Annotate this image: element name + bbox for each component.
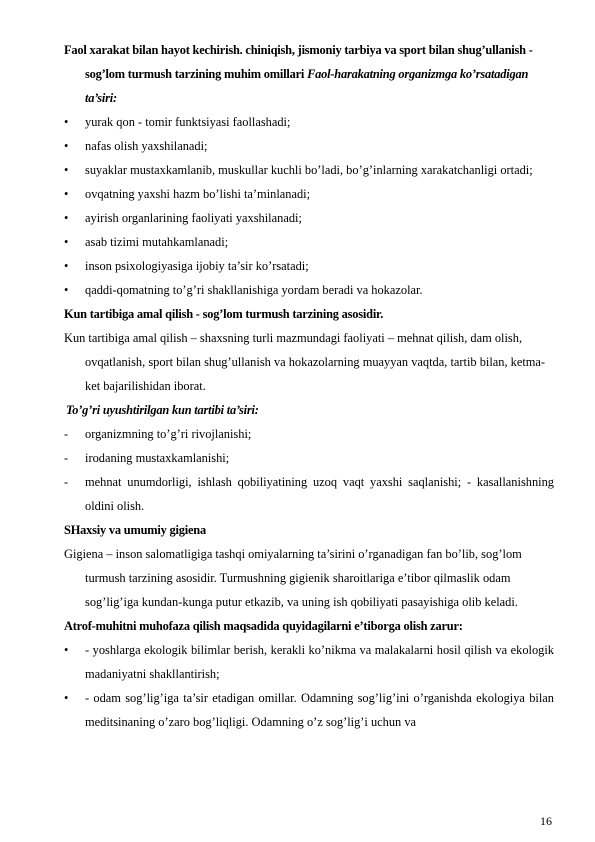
dash-icon: - — [64, 451, 69, 465]
section-heading-active-lifestyle — [64, 38, 554, 110]
bullet-icon: • — [64, 115, 69, 129]
heading-italic-text: Faol-harakatning organizmga ko’rsatadigan ta’siri: — [85, 67, 529, 105]
dash-icon: - — [64, 475, 69, 489]
list-item — [64, 182, 554, 206]
list-item-text: qaddi-qomatning to’g’ri shakllanishiga yordam beradi va hokazolar. — [85, 283, 423, 297]
list-item — [64, 134, 554, 158]
list-item — [64, 686, 554, 734]
list-item-text: - odam sog’lig’iga ta’sir etadigan omillar. Odamning sog’lig’ini o’rganishda ekologiya bilan meditsinaning o’zaro bog’liqligi. Odamning o’z sog’lig’i uchun va — [85, 691, 554, 729]
list-item-text: irodaning mustaxkamlanishi; — [85, 451, 230, 465]
document-body — [64, 38, 554, 734]
list-item-text: asab tizimi mutahkamlanadi; — [85, 235, 229, 249]
list-item-text: mehnat unumdorligi, ishlash qobiliyatining uzoq vaqt yaxshi saqlanishi; - kasallanishning oldini olish. — [85, 475, 554, 513]
section-heading-daily-routine: Kun tartibiga amal qilish - sog’lom turmush tarzining asosidir. — [64, 307, 384, 321]
bullet-icon: • — [64, 691, 69, 705]
list-item — [64, 230, 554, 254]
list-item — [64, 158, 554, 182]
list-item — [64, 470, 554, 518]
hygiene-paragraph: Gigiena – inson salomatligiga tashqi omiyalarning ta’sirini o’rganadigan fan bo’lib, sog’lom turmush tarzining asosidir. Turmushning gigienik sharoitlariga e’tibor qilmaslik odam sog’lig’iga kundan-kunga putur etkazib, va uning ish qobiliyati pasayishiga olib keladi. — [64, 547, 522, 609]
environment-list — [64, 638, 554, 734]
bullet-icon: • — [64, 235, 69, 249]
dash-icon: - — [64, 427, 69, 441]
list-item — [64, 638, 554, 686]
routine-effects-list — [64, 422, 554, 518]
bullet-icon: • — [64, 163, 69, 177]
list-item — [64, 422, 554, 446]
list-item-text: inson psixologiyasiga ijobiy ta’sir ko’rsatadi; — [85, 259, 309, 273]
page-number: 16 — [540, 814, 552, 828]
effects-list — [64, 110, 554, 302]
daily-routine-subheading: To’g’ri uyushtirilgan kun tartibi ta’siri: — [66, 403, 259, 417]
bullet-icon: • — [64, 643, 69, 657]
daily-routine-paragraph: Kun tartibiga amal qilish – shaxsning turli mazmundagi faoliyati – mehnat qilish, dam olish, ovqatlanish, sport bilan shug’ullanish va hokazolarning muayyan vaqtda, tartib bilan, ketma-ket bajarilishidan iborat. — [64, 331, 546, 393]
list-item-text: ovqatning yaxshi hazm bo’lishi ta’minlanadi; — [85, 187, 311, 201]
bullet-icon: • — [64, 211, 69, 225]
bullet-icon: • — [64, 259, 69, 273]
bullet-icon: • — [64, 283, 69, 297]
section-heading-environment: Atrof-muhitni muhofaza qilish maqsadida quyidagilarni e’tiborga olish zarur: — [64, 619, 463, 633]
list-item — [64, 254, 554, 278]
list-item-text: organizmning to’g’ri rivojlanishi; — [85, 427, 252, 441]
list-item — [64, 206, 554, 230]
list-item — [64, 110, 554, 134]
heading-text: Faol xarakat bilan hayot kechirish. chiniqish, jismoniy tarbiya va sport bilan shug’ullanish - sog’lom turmush tarzining muhim omillari — [64, 43, 533, 81]
list-item-text: suyaklar mustaxkamlanib, muskullar kuchli bo’ladi, bo’g’inlarning xarakatchanligi ortadi; — [85, 163, 533, 177]
list-item-text: yurak qon - tomir funktsiyasi faollashadi; — [85, 115, 291, 129]
list-item-text: ayirish organlarining faoliyati yaxshilanadi; — [85, 211, 302, 225]
list-item — [64, 278, 554, 302]
section-heading-hygiene: SHaxsiy va umumiy gigiena — [64, 523, 206, 537]
list-item — [64, 446, 554, 470]
list-item-text: nafas olish yaxshilanadi; — [85, 139, 208, 153]
bullet-icon: • — [64, 139, 69, 153]
list-item-text: - yoshlarga ekologik bilimlar berish, kerakli ko’nikma va malakalarni hosil qilish va ekologik madaniyatni shakllantirish; — [85, 643, 554, 681]
bullet-icon: • — [64, 187, 69, 201]
